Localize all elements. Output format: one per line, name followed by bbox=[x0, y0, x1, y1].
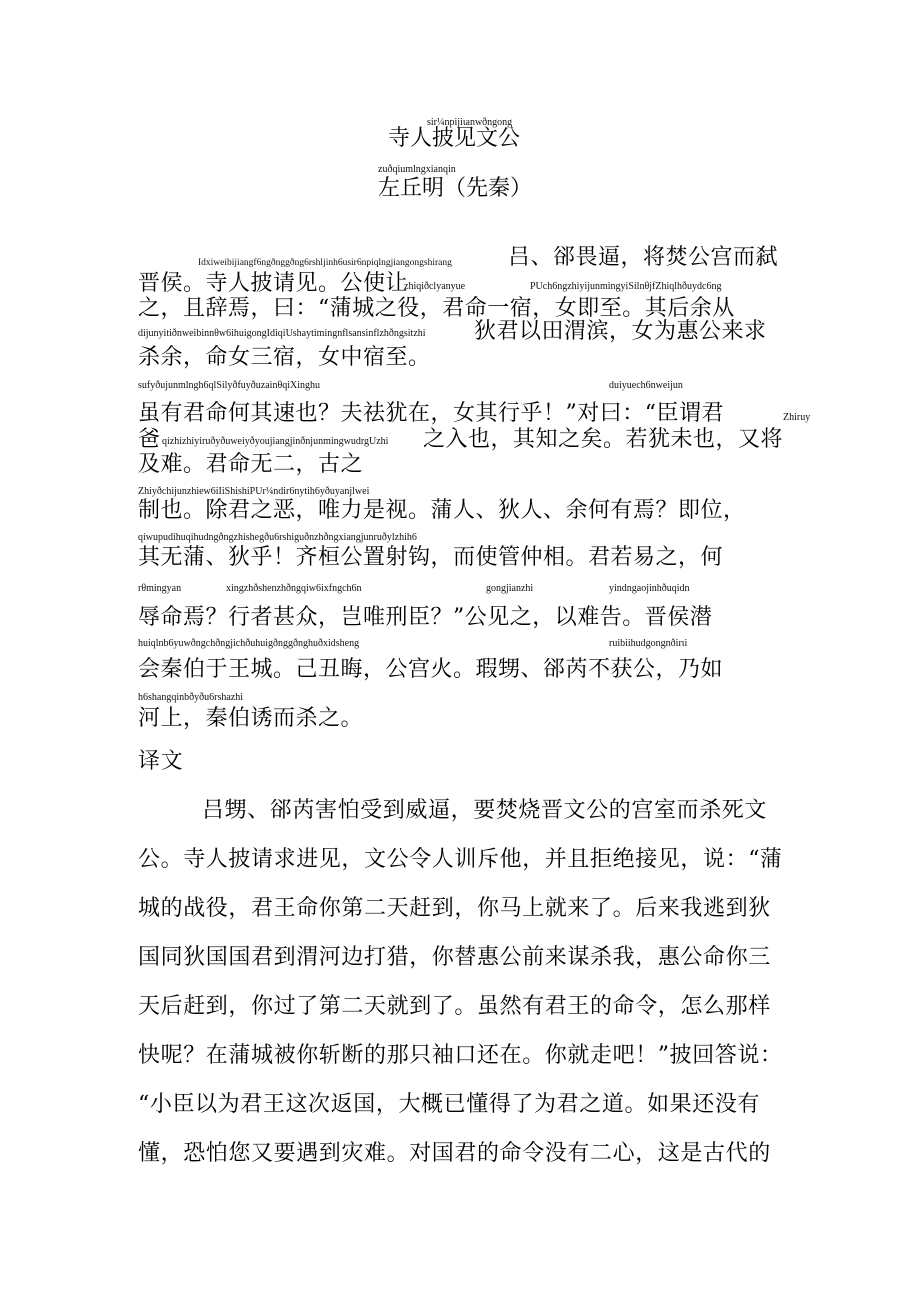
translation-line: “小臣以为君王这次返国，大概已懂得了为君之道。如果还没有 bbox=[138, 1092, 761, 1117]
original-line: 之入也，其知之矣。若犹未也，又将 bbox=[423, 427, 784, 452]
pinyin-line: qizhizhiyiruðyðuweiyðyoujiangjinðnjunmingwudrgUzhi bbox=[162, 436, 389, 447]
page-title: 寺人披见文公 bbox=[388, 126, 521, 151]
author-pinyin: zuðqiumlngxianqin bbox=[378, 164, 456, 175]
original-line: 晋侯。寺人披请见。公使让 bbox=[138, 271, 409, 296]
pinyin-line: dijunyitiðnweibinnθw6ihuigongIdiqiUshaytimingnflsansinflzhðngsitzhi bbox=[138, 328, 426, 339]
pinyin-line: sufyðujunmlngh6qlSilyðfuyðuzainθqiXinghu bbox=[138, 380, 321, 391]
pinyin-line: Idxiweibijiangf6ngðnggðng6rshljinh6usir6npiqlngjiangongshirang bbox=[198, 258, 452, 268]
translation-line: 国同狄国国君到渭河边打猎，你替惠公前来谋杀我，惠公命你三 bbox=[138, 945, 771, 970]
original-line: 及难。君命无二，古之 bbox=[138, 452, 364, 477]
pinyin-line: PUch6ngzhiyijunmingyiSilnθjfZhiqlhðuydc6ng bbox=[530, 281, 722, 292]
original-line: 制也。除君之恶，唯力是视。蒲人、狄人、余何有焉？即位， bbox=[138, 498, 746, 523]
translation-line: 天后赶到，你过了第二天就到了。虽然有君王的命令，怎么那样 bbox=[138, 994, 771, 1019]
pinyin-line: h6shangqinbðyðu6rshazhi bbox=[138, 692, 243, 703]
original-line: 辱命焉？行者甚众，岂唯刑臣？”公见之，以难告。晋侯潜 bbox=[138, 605, 713, 630]
translation-line: 快呢？在蒲城被你斩断的那只袖口还在。你就走吧！”披回答说： bbox=[138, 1043, 783, 1068]
translation-line: 城的战役，君王命你第二天赶到，你马上就来了。后来我逃到狄 bbox=[138, 896, 771, 921]
pinyin-line: zhiqiðclyanyue bbox=[404, 281, 466, 292]
original-line: 爸 bbox=[138, 427, 161, 452]
pinyin-line: Zhiruy bbox=[783, 412, 811, 423]
original-line: 河上，秦伯诱而杀之。 bbox=[138, 706, 364, 731]
title-pinyin: sir¼npijiιanwðngong bbox=[427, 117, 513, 128]
translation-line: 懂，恐怕您又要遇到灾难。对国君的命令没有二心，这是古代的 bbox=[138, 1141, 771, 1166]
original-line: 狄君以田渭滨，女为惠公来求 bbox=[474, 319, 767, 344]
original-line: 吕、郤畏逼，将焚公宫而弑 bbox=[508, 245, 779, 270]
translation-heading: 译文 bbox=[138, 749, 184, 774]
original-line: 虽有君命何其速也？夫祛犹在，女其行乎！”对曰：“臣谓君 bbox=[138, 401, 724, 426]
author: 左丘明（先秦） bbox=[378, 176, 533, 201]
pinyin-line: xingzhðshenzhðngqiw6ixfngch6n bbox=[226, 583, 362, 594]
pinyin-line: yindngaojinhðuqidn bbox=[609, 583, 690, 594]
original-line: 杀余，命女三宿，女中宿至。 bbox=[138, 345, 431, 370]
original-line: 会秦伯于王城。己丑晦，公宫火。瑕甥、郤芮不获公，乃如 bbox=[138, 657, 724, 682]
pinyin-line: Zhiyðchijunzhiew6iIiShishiPUr¼ndir6nytih6yðuyanjlwei bbox=[138, 486, 370, 497]
pinyin-line: ruibiihudgongnðirιi bbox=[609, 638, 688, 649]
pinyin-line: duiyuech6nweijun bbox=[609, 380, 683, 391]
original-line: 之，且辞焉，曰：“蒲城之役，君命一宿，女即至。其后余从 bbox=[138, 296, 735, 321]
pinyin-line: gongjianzhi bbox=[486, 583, 534, 594]
pinyin-line: huiqlnb6yuwðngchðngjichðuhuigðnggðnghuðxidsheng bbox=[138, 638, 360, 649]
pinyin-line: qiwupudihuqihudngðngzhishegðu6rshiguðnzhðngxiangjunruðylzhih6 bbox=[138, 532, 417, 543]
original-line: 其无蒲、狄乎！齐桓公置射钩，而使管仲相。君若易之，何 bbox=[138, 545, 724, 570]
translation-line: 吕甥、郤芮害怕受到威逼，要焚烧晋文公的宫室而杀死文 bbox=[202, 798, 768, 823]
translation-line: 公。寺人披请求进见，文公令人训斥他，并且拒绝接见，说：“蒲 bbox=[138, 847, 783, 872]
pinyin-line: rθmingyan bbox=[138, 583, 182, 594]
